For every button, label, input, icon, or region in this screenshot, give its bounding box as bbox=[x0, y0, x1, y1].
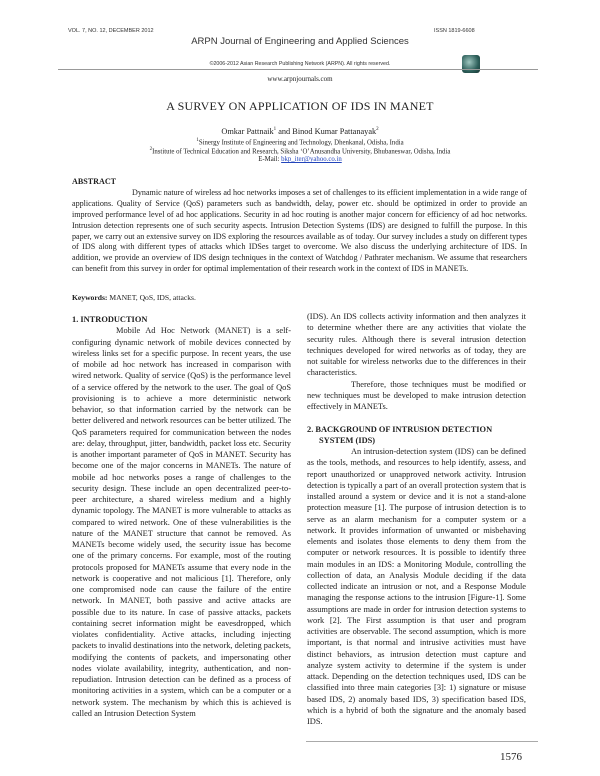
keywords-value: MANET, QoS, IDS, attacks. bbox=[107, 293, 196, 302]
volume-info: VOL. 7, NO. 12, DECEMBER 2012 bbox=[68, 28, 154, 34]
aff2-sup: 2 bbox=[149, 147, 153, 152]
website: www.arpnjournals.com bbox=[267, 75, 333, 83]
authors bbox=[0, 127, 600, 136]
intro-paragraph-2: Therefore, those techniques must be modified or new techniques must be developed to make intrusion detection effectively in MANETs. bbox=[307, 379, 526, 411]
background-paragraph: An intrusion-detection system (IDS) can be defined as the tools, methods, and resources to help identify, assess, and report unauthorized or unapproved network activity. Intrusion detection is typically a part of an overall protection system that is installed around a system or device and it is not a stand-alone protection measure [1]. The purpose of intrusion detection is to serve as an alarm mechanism for a computer system or a network. It provides information of unwanted or misbehaving elements and isolates those elements to deny them from the computer or network resources. It is possible to identify three main modules in an IDS: a Monitoring Module, controlling the collection of data, an Analysis Module deciding if the data collected indicate an intrusion or not, and a Response Module managing the response actions to the intrusion [Figure-1]. Some assumptions are made in order for intrusion detection systems to work [2]. The First assumption is that user and program activities are observable. The second assumption, which is more important, is that normal and intrusive activities must have distinct behaviors, as intrusion detection must capture and analyze system activity to determine if the system is under attack. Depending on the detection techniques used, IDS can be classified into three main categories [3]: 1) signature or misuse based IDS, 2) anomaly based IDS, 3) specification based IDS, which is a hybrid of both the signature and the anomaly based IDS. bbox=[307, 447, 526, 726]
journal-logo-icon bbox=[462, 55, 480, 73]
copyright: ©2006-2012 Asian Research Publishing Network (ARPN). All rights reserved. bbox=[209, 61, 391, 67]
aff1-text: Sinergy Institute of Engineering and Technology, Dhenkanal, Odisha, India bbox=[198, 139, 404, 147]
email-label: E-Mail: bbox=[258, 156, 282, 163]
author-1-sup: 1 bbox=[273, 127, 277, 133]
author-2-sup: 2 bbox=[376, 127, 379, 133]
author-sep: and bbox=[276, 127, 293, 136]
issn: ISSN 1819-6608 bbox=[434, 28, 475, 34]
abstract bbox=[72, 177, 527, 275]
paper-title: A SURVEY ON APPLICATION OF IDS IN MANET bbox=[166, 99, 434, 113]
email-link[interactable]: bkp_iter@yahoo.co.in bbox=[281, 156, 342, 163]
email-line bbox=[0, 156, 600, 163]
background-heading-line1: 2. BACKGROUND OF INTRUSION DETECTION bbox=[307, 424, 493, 434]
author-1: Omkar Pattnaik bbox=[221, 127, 274, 136]
aff1-sup: 1 bbox=[196, 138, 199, 143]
page-number: 1576 bbox=[500, 751, 522, 763]
journal-name: ARPN Journal of Engineering and Applied Sciences bbox=[191, 36, 409, 47]
aff2-text: Institute of Technical Education and Research, Siksha ‘O’Anusandha University, Bhubaneswar, Odisha, India bbox=[152, 148, 451, 156]
author-2: Binod Kumar Pattanayak bbox=[292, 127, 377, 136]
header-divider bbox=[58, 69, 538, 70]
keywords-label: Keywords: bbox=[72, 293, 108, 302]
right-column bbox=[307, 311, 526, 727]
abstract-heading: ABSTRACT bbox=[72, 177, 117, 186]
intro-paragraph: Mobile Ad Hoc Network (MANET) is a self-configuring dynamic network of mobile devices connected by wireless links set for a specific purpose. In recent years, the use of mobile ad hoc network has increased in comparison with wired network. Quality of service (QoS) is the performance level of a service offered by the network to the user. The goal of QoS provisioning is to achieve a more deterministic network behavior, so that information carried by the network can be better delivered and network resources can be better utilized. The QoS parameters required for communication between the nodes are: delay, throughput, jitter, bandwidth, packet loss etc. Security is another important parameter of QoS in MANET. Security has become one of the major concerns in MANETs. The nature of mobile ad hoc networks poses a range of challenges to the security design. These include an open decentralized peer-to-peer architecture, a shared wireless medium and a highly dynamic topology. The MANET is more vulnerable to attacks as compared to wired network. One of these vulnerabilities is the nature of the MANET structure that cannot be removed. As MANETs become widely used, the security issue has become one of the primary concerns. For example, most of the routing protocols proposed for MANETs assume that every node in the network is cooperative and not malicious [1]. Therefore, only one compromised node can cause the failure of the entire network. In MANET, both passive and active attacks are possible due to its nature. In case of passive attacks, packets containing secret information might be eavesdropped, which violates confidentiality. Active attacks, including injecting packets to invalid destinations into the network, deleting packets, modifying the contents of packets, and impersonating other nodes violate availability, integrity, authentication, and non-repudiation. Intrusion detection can be defined as a process of monitoring activities in a system, which can be a computer or a network system. The mechanism by which this is achieved is called an Intrusion Detection System bbox=[72, 326, 291, 718]
abstract-text: Dynamic nature of wireless ad hoc networks imposes a set of challenges to its efficient implementation in a wide range of applications. Quality of Service (QoS) parameters such as bandwidth, delay, power etc. should be optimized in order to provide an improved performance level of ad hoc applications. Security in ad hoc routing is another major concern for efficiency of ad hoc networks. Intrusion detection represents one of such security aspects. Intrusion Detection Systems (IDS) are designed to fulfill the purpose. In this paper, we carry out an extensive survey on IDS exploring the resources available as of today. Our survey includes a study on different types of IDS along with different types of attacks which IDSes target to overcome. We also discuss the underlying architecture of IDS. In addition, we provide an overview of IDS design techniques in the context of Watchdog / Pathrater mechanism. We assume that researchers can benefit from this survey in order for optimal implementation of their research work in the context of IDS in MANETs. bbox=[72, 187, 527, 274]
background-heading-line2: SYSTEM (IDS) bbox=[319, 435, 376, 445]
background-heading bbox=[307, 424, 526, 447]
intro-paragraph-cont: (IDS). An IDS collects activity information and then analyzes it to determine whether there are any activities that violate the security rules. Although there is several intrusion detection techniques developed for wired networks as of today, they are not suitable for wireless networks due to the differences in their characteristics. bbox=[307, 312, 526, 378]
affiliation-1 bbox=[0, 138, 600, 146]
footer-divider bbox=[306, 741, 538, 742]
affiliation-2 bbox=[0, 147, 600, 155]
intro-heading: 1. INTRODUCTION bbox=[72, 315, 148, 324]
keywords bbox=[72, 293, 196, 302]
left-column bbox=[72, 314, 291, 719]
